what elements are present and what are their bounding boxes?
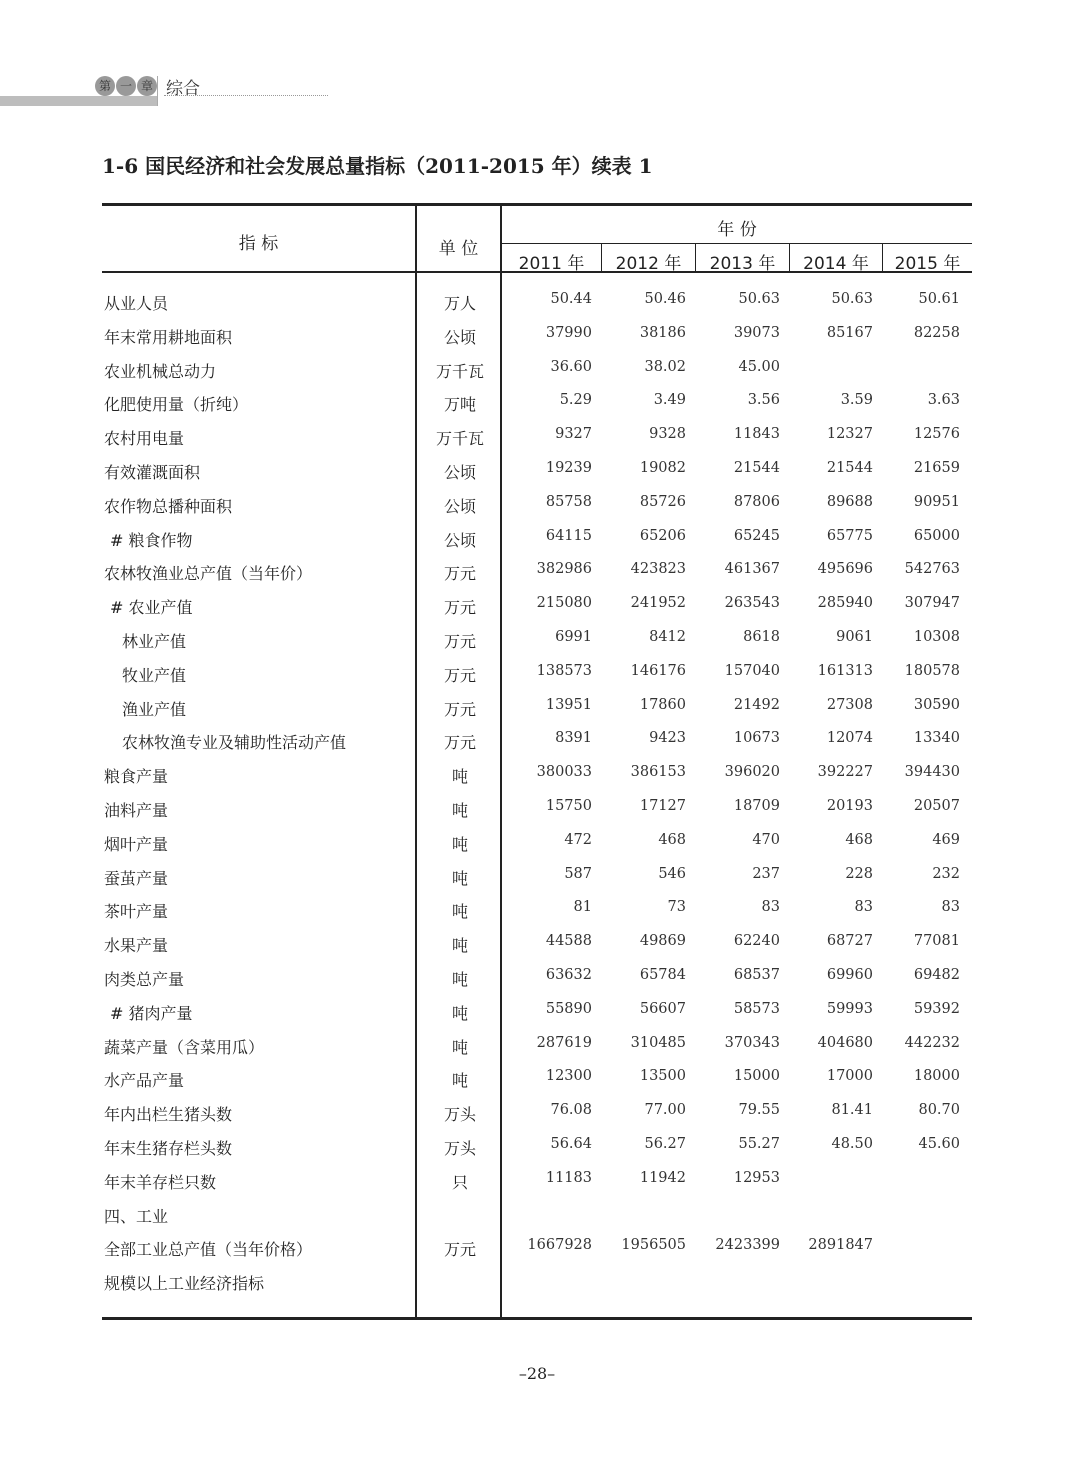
- value-cell: 85726: [639, 493, 686, 510]
- table-row: [102, 993, 972, 1027]
- table-row: [102, 858, 972, 892]
- value-cell: 392227: [817, 764, 873, 781]
- row-unit: 万元: [443, 564, 476, 584]
- value-cell: 6991: [555, 629, 592, 645]
- row-unit: 万元: [443, 632, 476, 651]
- chapter-badge: [95, 76, 157, 96]
- row-unit: 公顷: [443, 496, 476, 516]
- row-label: 年内出栏生猪头数: [104, 1105, 233, 1125]
- value-cell: 83: [854, 899, 873, 916]
- value-cell: 83: [941, 899, 960, 916]
- value-cell: 55890: [545, 1000, 592, 1017]
- row-unit: 万头: [443, 1105, 476, 1125]
- value-cell: 79.55: [738, 1102, 780, 1119]
- table-row: [102, 722, 972, 756]
- header-divider: [157, 76, 158, 106]
- value-cell: 12327: [826, 426, 873, 443]
- row-unit: 吨: [451, 868, 468, 888]
- value-cell: 62240: [733, 933, 780, 950]
- row-unit: 万元: [443, 598, 476, 618]
- table-row: [102, 486, 972, 520]
- header-unit: 单 位: [438, 239, 479, 259]
- value-cell: 386153: [630, 764, 686, 781]
- table-row: [102, 824, 972, 858]
- value-cell: 20507: [913, 798, 960, 814]
- value-cell: 17860: [639, 696, 686, 713]
- value-cell: 49869: [639, 933, 686, 950]
- value-cell: 12953: [733, 1169, 780, 1186]
- value-cell: 8391: [555, 730, 592, 747]
- value-cell: 13951: [545, 696, 592, 713]
- value-cell: 5.29: [559, 392, 592, 409]
- table-row: [102, 790, 972, 824]
- value-cell: 85758: [545, 493, 592, 510]
- value-cell: 215080: [536, 595, 592, 612]
- value-cell: 65784: [639, 967, 686, 983]
- table-row: [102, 418, 972, 452]
- value-cell: 59993: [826, 1000, 873, 1017]
- value-cell: 138573: [536, 662, 592, 679]
- header-indicator: 指 标: [238, 234, 279, 254]
- value-cell: 396020: [724, 764, 780, 781]
- row-label: 年末羊存栏只数: [104, 1172, 217, 1192]
- value-cell: 68727: [826, 933, 873, 950]
- value-cell: 50.63: [738, 291, 780, 307]
- value-cell: 18000: [913, 1068, 960, 1085]
- row-label: 蚕茧产量: [104, 868, 169, 888]
- value-cell: 161313: [817, 662, 873, 679]
- table-row: [102, 1263, 972, 1297]
- value-cell: 10673: [733, 730, 780, 747]
- value-cell: 15000: [733, 1068, 780, 1085]
- table-row: [102, 655, 972, 689]
- value-cell: 263543: [724, 595, 780, 612]
- value-cell: 63632: [545, 967, 592, 983]
- value-cell: 19082: [639, 460, 686, 476]
- row-unit: 万千瓦: [435, 361, 484, 381]
- value-cell: 11843: [733, 426, 780, 443]
- row-unit: 吨: [451, 767, 468, 787]
- row-label: 茶叶产量: [104, 902, 169, 922]
- value-cell: 50.61: [918, 291, 960, 307]
- table-bottom-rule: [102, 1317, 972, 1320]
- value-cell: 44588: [545, 933, 592, 950]
- value-cell: 59392: [913, 1000, 960, 1017]
- table-row: [102, 756, 972, 790]
- value-cell: 27308: [826, 696, 873, 713]
- value-cell: 50.44: [550, 291, 592, 307]
- value-cell: 8618: [743, 629, 780, 645]
- value-cell: 12300: [545, 1068, 592, 1085]
- value-cell: 18709: [733, 798, 780, 814]
- row-label: 年末生猪存栏头数: [104, 1139, 233, 1158]
- value-cell: 461367: [724, 561, 780, 578]
- value-cell: 87806: [733, 493, 780, 510]
- value-cell: 56607: [639, 1000, 686, 1017]
- value-cell: 65206: [639, 527, 686, 544]
- value-cell: 10308: [913, 629, 960, 645]
- value-cell: 69960: [826, 967, 873, 983]
- value-cell: 310485: [630, 1034, 686, 1051]
- value-cell: 65245: [733, 527, 780, 544]
- row-label: 农林牧渔专业及辅助性活动产值: [122, 733, 347, 753]
- row-unit: 吨: [451, 970, 468, 989]
- row-unit: 吨: [451, 936, 468, 956]
- table-top-rule: [102, 203, 972, 206]
- section-underline: [164, 95, 328, 96]
- value-cell: 15750: [545, 798, 592, 814]
- value-cell: 285940: [817, 595, 873, 612]
- value-cell: 380033: [536, 764, 592, 781]
- value-cell: 3.56: [747, 392, 780, 409]
- value-cell: 423823: [630, 561, 686, 578]
- value-cell: 21544: [733, 460, 780, 476]
- row-label: 年末常用耕地面积: [104, 327, 233, 347]
- section-name: 综合: [166, 79, 200, 99]
- row-unit: 吨: [451, 1003, 468, 1023]
- table-row: [102, 351, 972, 385]
- value-cell: 37990: [545, 324, 592, 341]
- table-row: [102, 1060, 972, 1094]
- row-label: 油料产量: [104, 801, 169, 820]
- value-cell: 180578: [904, 662, 960, 679]
- value-cell: 11942: [639, 1169, 686, 1186]
- value-cell: 228: [845, 865, 873, 882]
- value-cell: 81: [573, 899, 592, 916]
- row-label: 农业机械总动力: [104, 361, 217, 381]
- header-year: 2015 年: [894, 254, 961, 274]
- row-unit: 万人: [443, 294, 476, 313]
- value-cell: 85167: [826, 324, 873, 341]
- row-unit: 吨: [451, 834, 468, 854]
- value-cell: 2423399: [715, 1237, 780, 1254]
- value-cell: 73: [667, 899, 686, 916]
- chapter-glyph: 第: [95, 76, 115, 96]
- value-cell: 495696: [817, 561, 873, 578]
- table-row: [102, 689, 972, 723]
- value-cell: 69482: [913, 967, 960, 983]
- value-cell: 11183: [545, 1169, 592, 1186]
- row-label: 有效灌溉面积: [104, 463, 201, 482]
- row-label: 四、工业: [104, 1206, 169, 1226]
- value-cell: 404680: [817, 1034, 873, 1051]
- value-cell: 83: [761, 899, 780, 916]
- value-cell: 50.63: [831, 291, 873, 307]
- table-row: [102, 1229, 972, 1263]
- value-cell: 9327: [555, 426, 592, 443]
- row-label: 农作物总播种面积: [104, 496, 233, 516]
- value-cell: 39073: [733, 324, 780, 341]
- value-cell: 468: [845, 831, 873, 848]
- value-cell: 65000: [913, 527, 960, 544]
- row-unit: 吨: [451, 1071, 468, 1091]
- table-row: [102, 317, 972, 351]
- row-label: 农村用电量: [104, 429, 185, 449]
- row-label: 烟叶产量: [104, 834, 169, 854]
- value-cell: 1667928: [527, 1237, 592, 1254]
- row-unit: 万元: [443, 1240, 476, 1260]
- value-cell: 3.63: [927, 392, 960, 409]
- table-row: [102, 925, 972, 959]
- value-cell: 8412: [649, 629, 686, 645]
- table-row: [102, 959, 972, 993]
- row-label: # 粮食作物: [110, 530, 193, 550]
- value-cell: 65775: [826, 527, 873, 544]
- row-unit: 公顷: [443, 327, 476, 347]
- table-row: [102, 452, 972, 486]
- value-cell: 287619: [536, 1034, 592, 1051]
- row-label: # 猪肉产量: [110, 1003, 193, 1023]
- value-cell: 442232: [904, 1034, 960, 1051]
- row-unit: 万元: [443, 665, 476, 685]
- table-title: 1-6 国民经济和社会发展总量指标（2011-2015 年）续表 1: [102, 154, 653, 178]
- value-cell: 76.08: [550, 1102, 592, 1119]
- value-cell: 587: [564, 865, 592, 882]
- row-unit: 万千瓦: [435, 429, 484, 449]
- value-cell: 17127: [639, 798, 686, 814]
- value-cell: 9423: [649, 730, 686, 747]
- row-label: 农林牧渔业总产值（当年价）: [104, 564, 313, 584]
- row-unit: 万头: [443, 1139, 476, 1158]
- value-cell: 9328: [649, 426, 686, 443]
- table-row: [102, 1128, 972, 1162]
- table-row: [102, 1027, 972, 1061]
- row-label: 水产品产量: [104, 1071, 185, 1091]
- row-label: 粮食产量: [104, 767, 169, 787]
- value-cell: 17000: [826, 1068, 873, 1085]
- row-label: 林业产值: [122, 632, 187, 651]
- table-row: [102, 891, 972, 925]
- row-label: 渔业产值: [122, 699, 187, 719]
- value-cell: 48.50: [831, 1136, 873, 1152]
- value-cell: 157040: [724, 662, 780, 679]
- row-label: 肉类总产量: [104, 970, 185, 989]
- table-row: [102, 1162, 972, 1196]
- value-cell: 56.27: [644, 1136, 686, 1152]
- table-row: [102, 553, 972, 587]
- value-cell: 370343: [724, 1034, 780, 1051]
- row-label: 蔬菜产量（含菜用瓜）: [104, 1037, 265, 1057]
- value-cell: 55.27: [738, 1136, 780, 1152]
- value-cell: 64115: [545, 527, 592, 544]
- value-cell: 82258: [913, 324, 960, 341]
- header-bar: [0, 96, 158, 106]
- row-unit: 公顷: [443, 530, 476, 550]
- value-cell: 21492: [733, 696, 780, 713]
- value-cell: 81.41: [831, 1102, 873, 1119]
- value-cell: 3.49: [653, 392, 686, 409]
- value-cell: 89688: [826, 493, 873, 510]
- value-cell: 394430: [904, 764, 960, 781]
- value-cell: 90951: [913, 493, 960, 510]
- value-cell: 232: [932, 865, 960, 882]
- table-row: [102, 621, 972, 655]
- value-cell: 45.00: [738, 358, 780, 375]
- table-row: [102, 587, 972, 621]
- value-cell: 58573: [733, 1000, 780, 1017]
- value-cell: 68537: [733, 967, 780, 983]
- value-cell: 45.60: [918, 1136, 960, 1152]
- header-year-group: 年 份: [717, 220, 757, 240]
- page-number: –28–: [518, 1364, 556, 1383]
- value-cell: 382986: [536, 561, 592, 578]
- row-unit: 万吨: [443, 395, 476, 415]
- value-cell: 20193: [826, 798, 873, 814]
- header-year: 2013 年: [709, 254, 776, 274]
- value-cell: 1956505: [621, 1237, 686, 1254]
- table-row: [102, 283, 972, 317]
- table-row: [102, 384, 972, 418]
- row-unit: 吨: [451, 1037, 468, 1057]
- value-cell: 470: [752, 831, 780, 848]
- value-cell: 38186: [639, 324, 686, 341]
- value-cell: 13340: [913, 730, 960, 747]
- value-cell: 237: [752, 865, 780, 882]
- value-cell: 21659: [913, 460, 960, 476]
- value-cell: 307947: [904, 595, 960, 612]
- table-row: [102, 520, 972, 554]
- value-cell: 56.64: [550, 1136, 592, 1152]
- row-unit: 万元: [443, 699, 476, 719]
- row-label: 规模以上工业经济指标: [104, 1274, 265, 1294]
- year-group-rule: [501, 243, 972, 244]
- value-cell: 21544: [826, 460, 873, 476]
- header-year: 2014 年: [803, 254, 869, 274]
- chapter-glyph: 一: [116, 76, 136, 96]
- value-cell: 241952: [630, 595, 686, 612]
- value-cell: 9061: [836, 629, 873, 645]
- value-cell: 2891847: [808, 1237, 873, 1254]
- chapter-glyph: 章: [137, 76, 157, 96]
- row-unit: 吨: [451, 801, 468, 820]
- row-unit: 只: [451, 1172, 468, 1192]
- header-year: 2011 年: [518, 254, 585, 274]
- value-cell: 12576: [913, 426, 960, 443]
- row-label: 水果产量: [104, 936, 169, 956]
- value-cell: 542763: [904, 561, 960, 578]
- value-cell: 38.02: [644, 358, 686, 375]
- value-cell: 36.60: [550, 358, 592, 375]
- row-label: # 农业产值: [110, 598, 193, 618]
- value-cell: 13500: [639, 1068, 686, 1085]
- value-cell: 77.00: [644, 1102, 686, 1119]
- row-label: 全部工业总产值（当年价格）: [104, 1240, 313, 1260]
- value-cell: 3.59: [840, 392, 873, 409]
- value-cell: 30590: [913, 696, 960, 713]
- value-cell: 546: [658, 865, 686, 882]
- row-unit: 吨: [451, 902, 468, 922]
- table-row: [102, 1094, 972, 1128]
- value-cell: 19239: [545, 460, 592, 476]
- value-cell: 469: [932, 831, 960, 848]
- value-cell: 80.70: [918, 1102, 960, 1119]
- value-cell: 468: [658, 831, 686, 848]
- row-label: 从业人员: [104, 294, 169, 313]
- row-unit: 万元: [443, 733, 476, 753]
- row-label: 化肥使用量（折纯）: [104, 395, 249, 415]
- value-cell: 146176: [630, 662, 686, 679]
- row-label: 牧业产值: [122, 665, 187, 685]
- value-cell: 50.46: [644, 291, 686, 307]
- value-cell: 472: [564, 831, 592, 848]
- value-cell: 77081: [913, 933, 960, 950]
- header-year: 2012 年: [615, 254, 682, 274]
- table-row: [102, 1196, 972, 1230]
- value-cell: 12074: [826, 730, 873, 747]
- row-unit: 公顷: [443, 463, 476, 482]
